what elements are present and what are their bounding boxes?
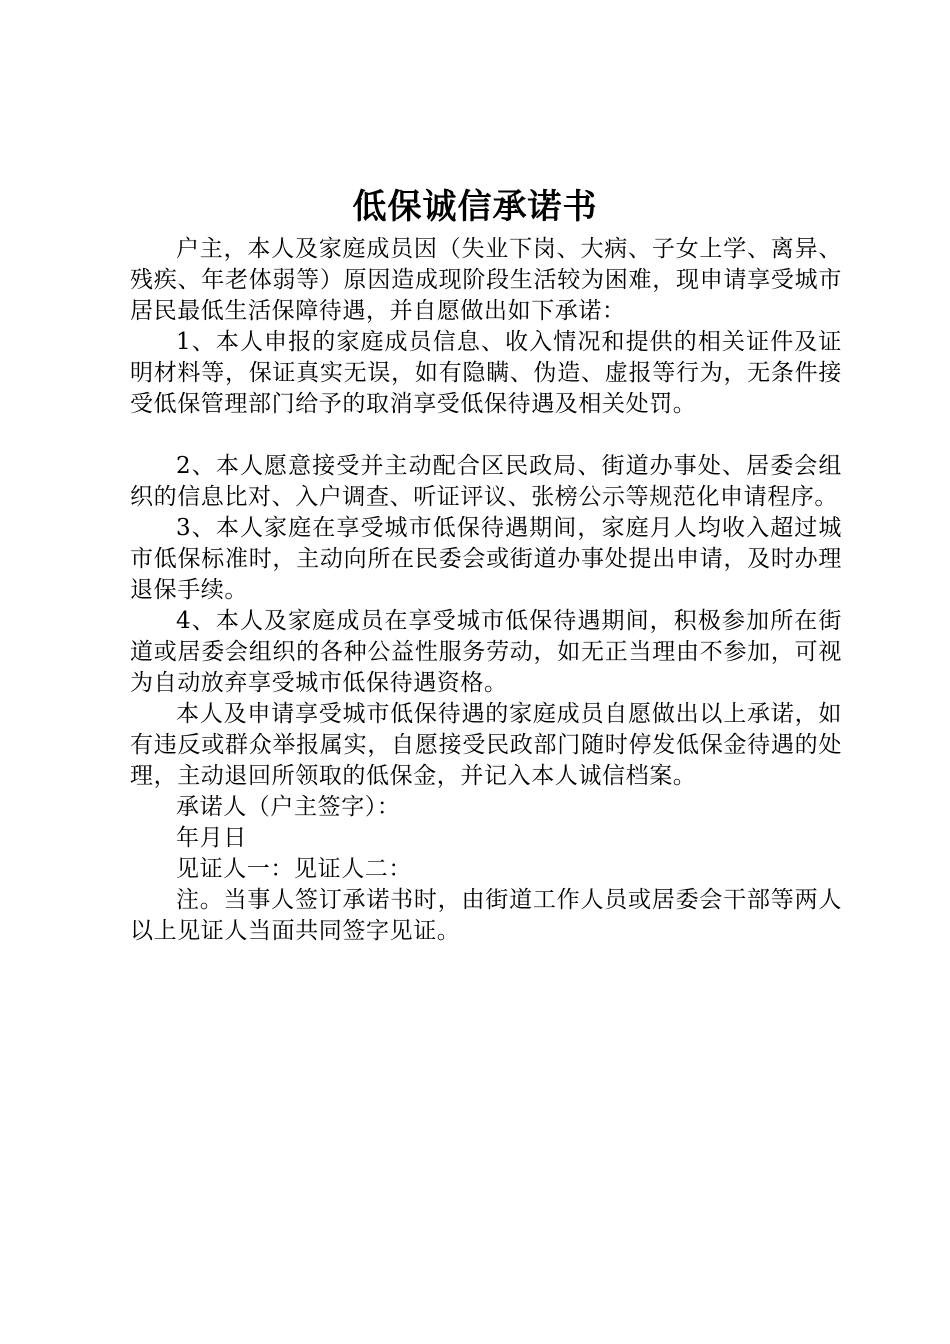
- note-paragraph: 注。当事人签订承诺书时，由街道工作人员或居委会干部等两人以上见证人当面共同签字见证。: [130, 887, 842, 944]
- commitment-2: 2、本人愿意接受并主动配合区民政局、街道办事处、居委会组织的信息比对、入户调查、听证评议、张榜公示等规范化申请程序。: [130, 453, 842, 510]
- commitment-3: 3、本人家庭在享受城市低保待遇期间，家庭月人均收入超过城市低保标准时，主动向所在民委会或街道办事处提出申请，及时办理退保手续。: [130, 515, 842, 603]
- intro-paragraph: 户主，本人及家庭成员因（失业下岗、大病、子女上学、离异、残疾、年老体弱等）原因造成现阶段生活较为困难，现申请享受城市居民最低生活保障待遇，并自愿做出如下承诺：: [130, 236, 842, 324]
- signatory-line: 承诺人（户主签字）：: [176, 794, 401, 820]
- document-body: [130, 234, 842, 947]
- witness-line: 见证人一：见证人二：: [176, 856, 412, 882]
- commitment-1: 1、本人申报的家庭成员信息、收入情况和提供的相关证件及证明材料等，保证真实无误，如有隐瞒、伪造、虚报等行为，无条件接受低保管理部门给予的取消享受低保待遇及相关处罚。: [130, 329, 842, 417]
- date-line: 年月日: [176, 825, 247, 851]
- commitment-4: 4、本人及家庭成员在享受城市低保待遇期间，积极参加所在街道或居委会组织的各种公益性服务劳动，如无正当理由不参加，可视为自动放弃享受城市低保待遇资格。: [130, 608, 842, 696]
- declaration-paragraph: 本人及申请享受城市低保待遇的家庭成员自愿做出以上承诺，如有违反或群众举报属实，自愿接受民政部门随时停发低保金待遇的处理，主动退回所领取的低保金，并记入本人诚信档案。: [130, 701, 842, 789]
- document-title: 低保诚信承诺书: [352, 187, 598, 227]
